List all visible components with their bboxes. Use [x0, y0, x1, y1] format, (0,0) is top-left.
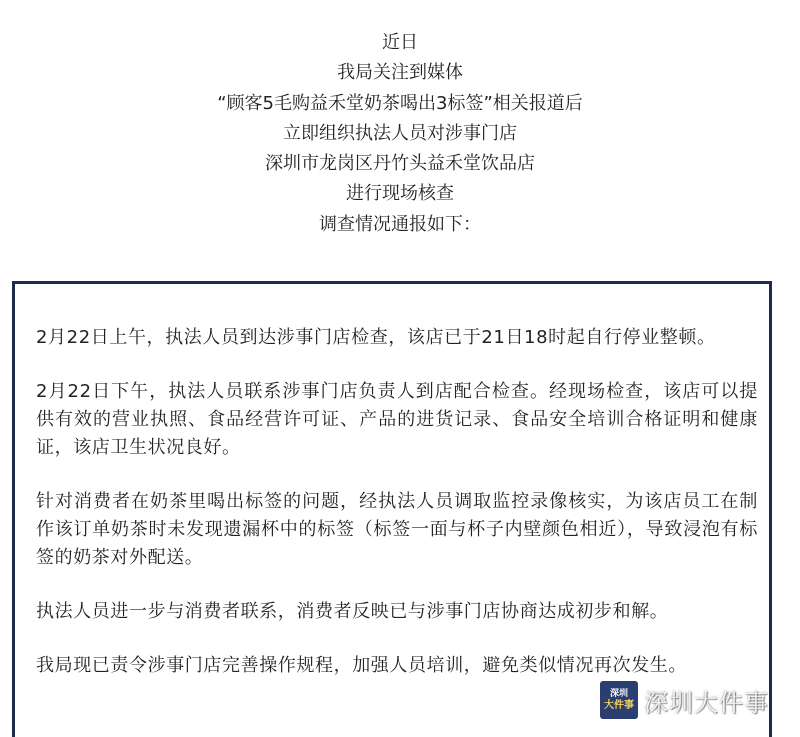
intro-line: 近日 — [382, 32, 418, 53]
notice-body — [36, 324, 758, 706]
watermark — [600, 680, 769, 720]
watermark-logo-line1: 深圳 — [609, 689, 628, 699]
intro-line: 立即组织执法人员对涉事门店 — [283, 122, 517, 144]
watermark-logo-line2: 大件事 — [604, 700, 634, 711]
notice-paragraph: 执法人员进一步与消费者联系，消费者反映已与涉事门店协商达成初步和解。 — [36, 601, 669, 622]
intro-line: “顾客5毛购益禾堂奶茶喝出3标签”相关报道后 — [217, 92, 583, 114]
notice-paragraph: 我局现已责令涉事门店完善操作规程，加强人员培训，避免类似情况再次发生。 — [36, 655, 687, 676]
notice-box — [12, 281, 772, 737]
notice-paragraph: 2月22日上午，执法人员到达涉事门店检查，该店已于21日18时起自行停业整顿。 — [36, 327, 716, 348]
intro-section — [0, 28, 800, 240]
watermark-text: 深圳大件事 — [644, 688, 769, 717]
intro-line: 我局关注到媒体 — [337, 62, 463, 84]
notice-paragraph: 2月22日下午，执法人员联系涉事门店负责人到店配合检查。经现场检查，该店可以提供有效的营业执照、食品经营许可证、产品的进货记录、食品安全培训合格证明和健康证，该店卫生状况良好。 — [36, 381, 758, 458]
intro-line: 调查情况通报如下： — [319, 213, 481, 235]
intro-line: 进行现场核查 — [346, 183, 454, 205]
notice-paragraph: 针对消费者在奶茶里喝出标签的问题，经执法人员调取监控录像核实，为该店员工在制作该订单奶茶时未发现遗漏杯中的标签（标签一面与杯子内壁颜色相近），导致浸泡有标签的奶茶对外配送。 — [36, 491, 758, 568]
intro-line: 深圳市龙岗区丹竹头益禾堂饮品店 — [265, 153, 535, 175]
watermark-logo-icon — [600, 681, 638, 719]
